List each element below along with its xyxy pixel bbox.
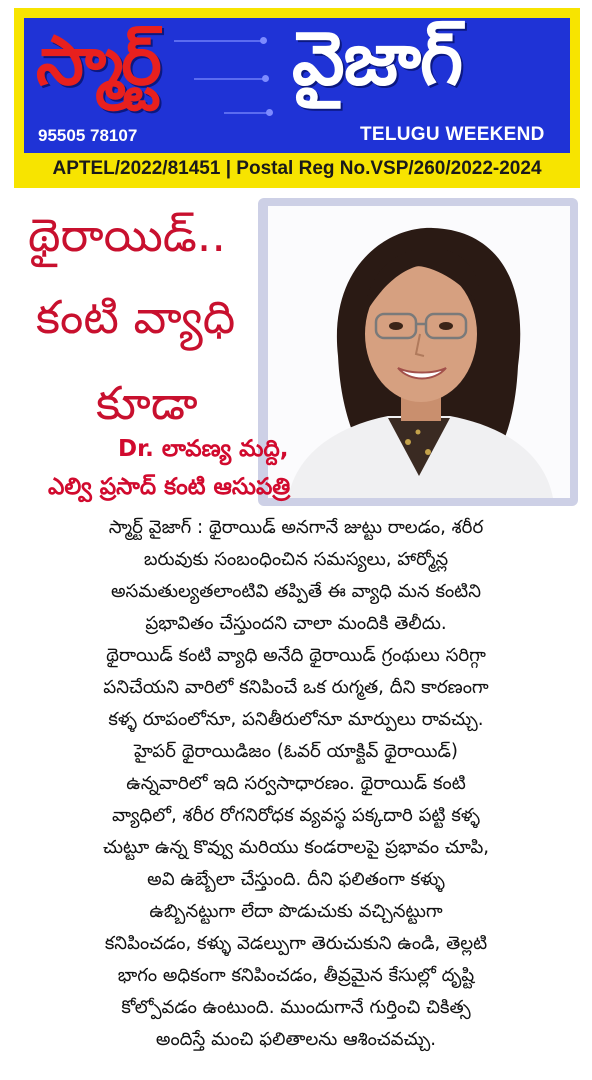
headline-line-2: కంటి వ్యాధి xyxy=(36,290,236,344)
headline-line-3: కూడా xyxy=(96,376,198,430)
article-line: స్మార్ట్ వైజాగ్ : థైరాయిడ్ అనగానే జుట్టు రాలడం, శరీర xyxy=(108,517,484,538)
article-line: వ్యాధిలో, శరీర రోగనిరోధక వ్యవస్థ పక్కదారి పట్టి కళ్ళ xyxy=(112,805,480,826)
article-line: ఉన్నవారిలో ఇది సర్వసాధారణం. థైరాయిడ్ కంటి xyxy=(126,773,466,794)
masthead xyxy=(14,8,580,188)
article-line: భాగం అధికంగా కనిపించడం, తీవ్రమైన కేసుల్లో దృష్టి xyxy=(117,965,475,986)
registration-line: APTEL/2022/81451 | Postal Reg No.VSP/260/2022-2024 xyxy=(52,158,542,179)
circuit-node xyxy=(262,75,269,82)
headline-line-1: థైరాయిడ్.. xyxy=(28,208,227,262)
article-line: అందిస్తే మంచి ఫలితాలను ఆశించవచ్చు. xyxy=(155,1029,437,1050)
circuit-decoration xyxy=(194,78,264,80)
circuit-node xyxy=(260,37,267,44)
masthead-panel xyxy=(24,18,570,153)
article-line: ఉబ్బినట్టుగా లేదా పొడుచుకు వచ్చినట్టుగా xyxy=(149,901,443,922)
article-line: చుట్టూ ఉన్న కొవ్వు మరియు కండరాలపై ప్రభావం చూపి, xyxy=(102,837,490,858)
circuit-decoration xyxy=(174,40,264,42)
article-line: హైపర్ థైరాయిడిజం (ఓవర్ యాక్టివ్ థైరాయిడ్) xyxy=(133,741,459,762)
article-line: థైరాయిడ్ కంటి వ్యాధి అనేది థైరాయిడ్ గ్రంథులు సరిగ్గా xyxy=(106,645,486,666)
circuit-node xyxy=(266,109,273,116)
author-photo xyxy=(268,206,570,498)
brand-logo-vizag: వైజాగ్ xyxy=(292,18,463,102)
article-body xyxy=(4,514,588,1074)
brand-logo-smart: స్మార్ట్ xyxy=(36,22,160,101)
phone-number: 95505 78107 xyxy=(38,126,138,145)
tagline: TELUGU WEEKEND xyxy=(360,124,545,145)
article-line: ప్రభావితం చేస్తుందని చాలా మందికి తెలీదు. xyxy=(145,613,447,634)
article-line: కోల్పోవడం ఉంటుంది. ముందుగానే గుర్తించి చికిత్స xyxy=(121,997,471,1018)
article-line: పనిచేయని వారిలో కనిపించే ఒక రుగ్మత, దీని కారణంగా xyxy=(103,677,489,698)
author-affiliation: ఎల్వి ప్రసాద్ కంటి ఆసుపత్రి xyxy=(48,474,291,500)
article-line: బరువుకు సంబంధించిన సమస్యలు, హార్మోన్ల xyxy=(143,549,449,570)
article-line: అసమతుల్యతలాంటివి తప్పితే ఈ వ్యాధి మన కంటిని xyxy=(111,581,481,602)
portrait-illustration xyxy=(268,206,570,498)
article-line: కళ్ళ రూపంలోనూ, పనితీరులోనూ మార్పులు రావచ్చు. xyxy=(108,709,484,730)
circuit-decoration xyxy=(224,112,268,114)
author-name: Dr. లావణ్య మద్ది, xyxy=(118,436,289,462)
article-line: అవి ఉబ్బేలా చేస్తుంది. దీని ఫలితంగా కళ్ళు xyxy=(147,869,445,890)
article-line: కనిపించడం, కళ్ళు వెడల్పుగా తెరుచుకుని ఉండి, తెల్లటి xyxy=(104,933,488,954)
